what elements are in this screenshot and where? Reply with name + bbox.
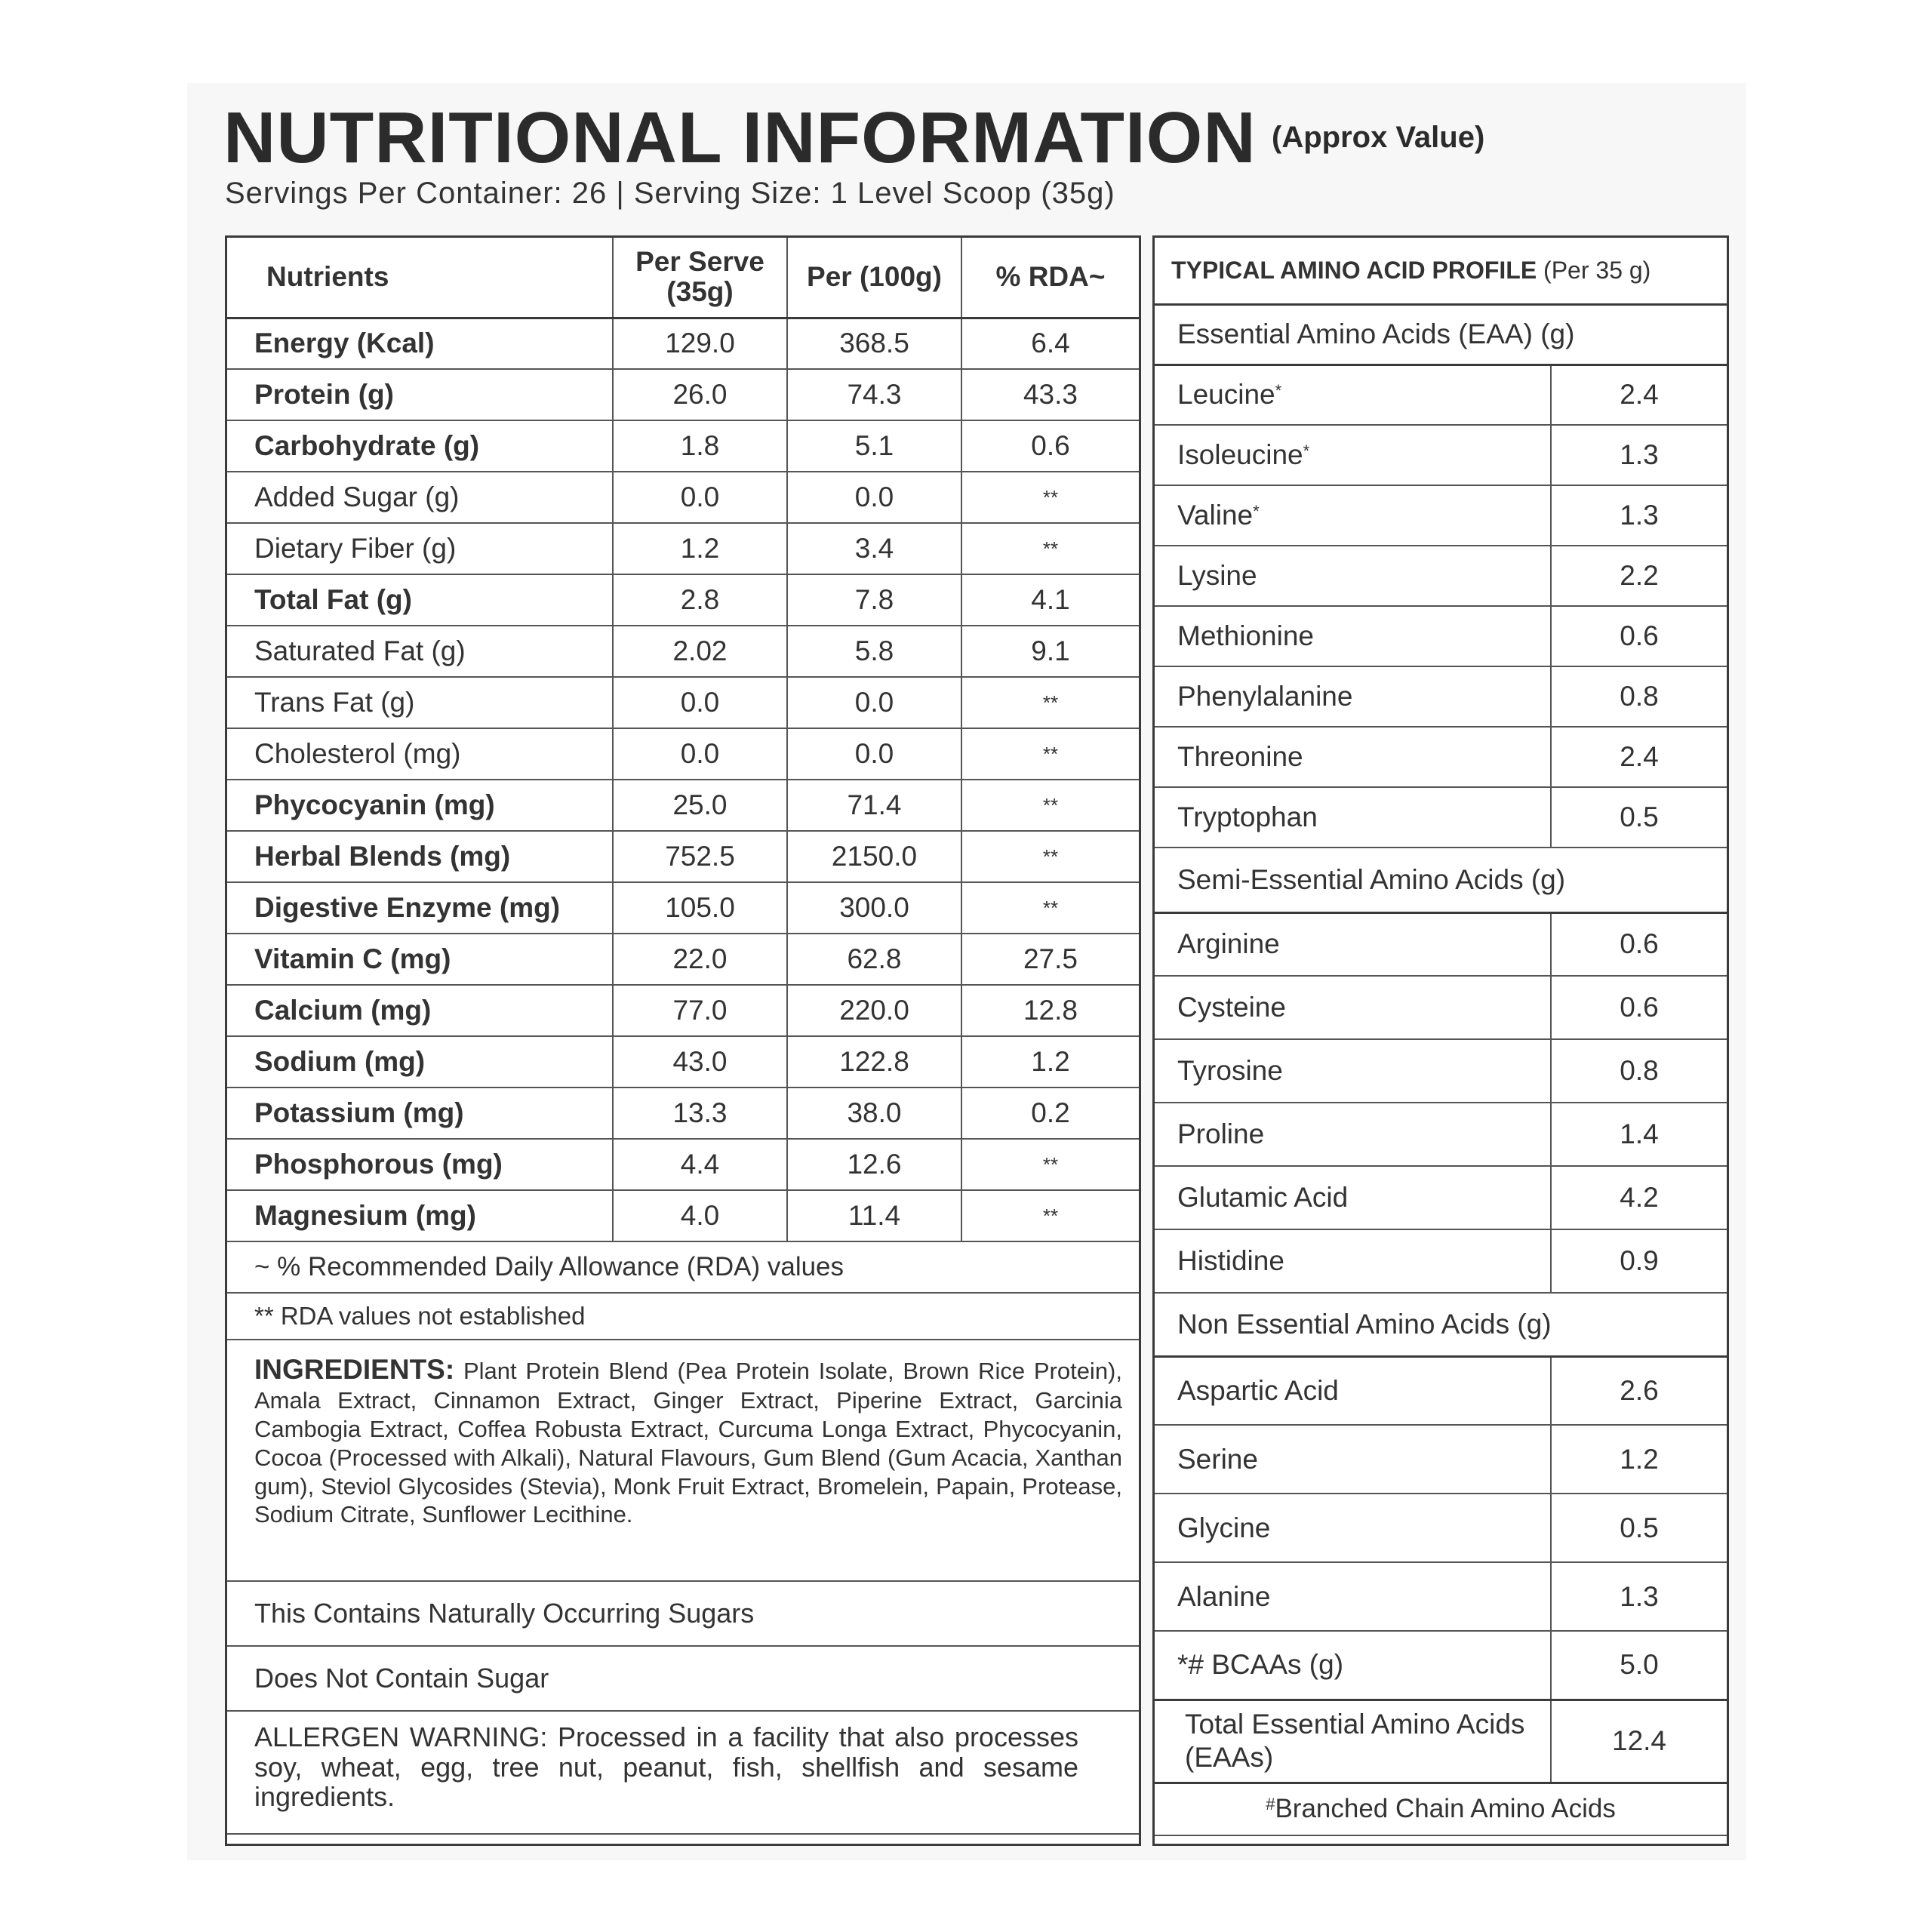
amino-value: 0.8 [1551,1039,1727,1103]
amino-group-title: Semi-Essential Amino Acids (g) [1155,848,1727,912]
rda-value: ** [961,780,1139,831]
rda-value: ** [961,882,1139,934]
table-row [227,831,1139,882]
approx-value-note: (Approx Value) [1272,121,1485,154]
per-serve-value: 0.0 [613,472,787,523]
per-100g-value: 0.0 [787,677,961,728]
nutrient-name: Added Sugar (g) [227,472,613,523]
per-100g-value: 0.0 [787,472,961,523]
amino-name-cell [1155,485,1551,546]
amino-name: Isoleucine [1177,439,1303,470]
amino-value: 0.8 [1551,666,1727,727]
rda-value: ** [961,1190,1139,1241]
bcaa-mark: # [1266,1795,1275,1814]
amino-group-row [1155,1293,1727,1356]
amino-row [1155,976,1727,1039]
rda-value: ** [961,728,1139,780]
amino-name: Proline [1177,1118,1265,1149]
amino-table-box [1152,235,1729,1846]
table-row [227,472,1139,523]
amino-name: Phenylalanine [1177,681,1353,712]
essential-mark: * [1275,381,1282,401]
amino-name-cell [1155,546,1551,606]
amino-name-cell [1155,1039,1551,1103]
amino-value: 1.2 [1551,1425,1727,1494]
per-100g-value: 368.5 [787,318,961,369]
amino-acid-table [1155,238,1727,1836]
table-row [227,523,1139,574]
amino-name-cell [1155,1494,1551,1562]
per-100g-value: 11.4 [787,1190,961,1241]
amino-value: 0.6 [1551,976,1727,1039]
per-serve-value: 1.8 [613,420,787,472]
ingredients-row [227,1340,1139,1581]
table-row [227,882,1139,934]
amino-header-per: (Per 35 g) [1543,256,1651,284]
table-row [227,1036,1139,1088]
nutrition-header-row [227,238,1139,318]
rda-value: 43.3 [961,369,1139,420]
amino-value: 1.3 [1551,1562,1727,1631]
nutrient-name: Phycocyanin (mg) [227,780,613,831]
per-serve-value: 43.0 [613,1036,787,1088]
amino-name: Glutamic Acid [1177,1182,1349,1213]
rda-value: 1.2 [961,1036,1139,1088]
amino-group-row [1155,304,1727,365]
per-serve-value: 129.0 [613,318,787,369]
amino-name-cell [1155,1631,1551,1700]
amino-group-title: Essential Amino Acids (EAA) (g) [1155,304,1727,365]
nutrient-name: Phosphorous (mg) [227,1139,613,1190]
amino-name: Tyrosine [1177,1055,1283,1086]
per-100g-value: 5.8 [787,626,961,677]
per-serve-value: 2.02 [613,626,787,677]
amino-header [1155,238,1727,304]
per-100g-value: 38.0 [787,1088,961,1139]
amino-name: Aspartic Acid [1177,1374,1339,1406]
rda-value: ** [961,472,1139,523]
amino-row [1155,485,1727,546]
rda-value: ** [961,831,1139,882]
amino-row [1155,1631,1727,1700]
amino-row [1155,606,1727,666]
amino-value: 2.2 [1551,546,1727,606]
per-100g-value: 12.6 [787,1139,961,1190]
rda-value: ** [961,677,1139,728]
per-serve-value: 752.5 [613,831,787,882]
amino-name-cell [1155,606,1551,666]
rda-value: 0.2 [961,1088,1139,1139]
amino-value: 0.5 [1551,787,1727,848]
allergen-row [227,1711,1139,1834]
per-100g-value: 7.8 [787,574,961,626]
amino-name: Lysine [1177,560,1257,591]
amino-name: Threonine [1177,741,1303,772]
rda-note-row [227,1241,1139,1293]
nutrient-name: Trans Fat (g) [227,677,613,728]
nutrition-table-box [225,235,1141,1846]
amino-row [1155,1229,1727,1293]
amino-row [1155,1425,1727,1494]
page-title: NUTRITIONAL INFORMATION [223,97,1257,178]
amino-name-cell [1155,1103,1551,1166]
per-serve-value: 77.0 [613,985,787,1036]
amino-name-cell [1155,365,1551,425]
nutrient-name: Calcium (mg) [227,985,613,1036]
rda-value: 4.1 [961,574,1139,626]
per-100g-value: 3.4 [787,523,961,574]
nutrient-name: Total Fat (g) [227,574,613,626]
amino-header-row [1155,238,1727,304]
per-100g-value: 62.8 [787,934,961,985]
amino-row [1155,727,1727,787]
amino-row [1155,1166,1727,1229]
amino-row [1155,546,1727,606]
per-serve-value: 0.0 [613,677,787,728]
header-rda: % RDA~ [961,238,1139,318]
table-row [227,1139,1139,1190]
table-row [227,626,1139,677]
rda-value: ** [961,1139,1139,1190]
amino-row [1155,1494,1727,1562]
rda-value: 27.5 [961,934,1139,985]
amino-name: Valine [1177,500,1254,531]
amino-name: Methionine [1177,620,1315,651]
amino-row [1155,1103,1727,1166]
amino-value: 0.6 [1551,912,1727,976]
nutrient-name: Digestive Enzyme (mg) [227,882,613,934]
per-100g-value: 5.1 [787,420,961,472]
ingredients-text: Plant Protein Blend (Pea Protein Isolate, Brown Rice Protein), Amala Extract, Cinnamon Extract, Ginger Extract, Piperine Extract, Garcinia Cambogia Extract, Coffea Robusta Extract, Curcuma Longa Extract, Phycocyanin, Cocoa (Processed with Alkali), Natural Flavours, Gum Blend (Gum Acacia, Xanthan gum), Steviol Glycosides (Stevia), Monk Fruit Extract, Bromelein, Papain, Protease, Sodium Citrate, Sunflower Lecithine. [254,1358,1122,1528]
ingredients-cell [227,1340,1139,1581]
nutrient-name: Saturated Fat (g) [227,626,613,677]
table-row [227,780,1139,831]
amino-header-title: TYPICAL AMINO ACID PROFILE [1171,256,1537,284]
rda-value: 0.6 [961,420,1139,472]
table-row [227,1190,1139,1241]
rda-note: ~ % Recommended Daily Allowance (RDA) values [227,1241,1139,1293]
amino-value: 0.6 [1551,606,1727,666]
table-row [227,1088,1139,1139]
table-row [227,985,1139,1036]
nutrition-rows [227,318,1139,1241]
total-eaa-label: Total Essential Amino Acids (EAAs) [1155,1700,1551,1783]
natural-sugars-row [227,1581,1139,1646]
bcaa-note-cell [1155,1783,1727,1835]
per-100g-value: 300.0 [787,882,961,934]
rda-value: ** [961,523,1139,574]
amino-value: 1.3 [1551,485,1727,546]
nutrient-name: Protein (g) [227,369,613,420]
rda-value: 6.4 [961,318,1139,369]
header-per-100g: Per (100g) [787,238,961,318]
amino-name-cell [1155,425,1551,485]
amino-group-row [1155,848,1727,912]
per-serve-value: 4.4 [613,1139,787,1190]
amino-name: Alanine [1177,1580,1271,1612]
amino-row [1155,1356,1727,1425]
amino-value: 0.5 [1551,1494,1727,1562]
per-serve-value: 26.0 [613,369,787,420]
amino-row [1155,912,1727,976]
per-serve-value: 25.0 [613,780,787,831]
total-eaa-value: 12.4 [1551,1700,1727,1783]
amino-name: Histidine [1177,1245,1284,1276]
nutrient-name: Dietary Fiber (g) [227,523,613,574]
amino-name: *# BCAAs (g) [1177,1649,1344,1681]
amino-name-cell [1155,727,1551,787]
amino-name: Glycine [1177,1512,1271,1543]
per-serve-value: 4.0 [613,1190,787,1241]
amino-name-cell [1155,666,1551,727]
nutrient-name: Carbohydrate (g) [227,420,613,472]
table-row [227,934,1139,985]
table-row [227,677,1139,728]
amino-name-cell [1155,1562,1551,1631]
amino-value: 0.9 [1551,1229,1727,1293]
essential-mark: * [1253,502,1260,521]
amino-name-cell [1155,1166,1551,1229]
amino-value: 2.4 [1551,365,1727,425]
nutrient-name: Energy (Kcal) [227,318,613,369]
nutrient-name: Cholesterol (mg) [227,728,613,780]
no-sugar: Does Not Contain Sugar [227,1646,1139,1711]
amino-value: 1.3 [1551,425,1727,485]
nutrient-name: Magnesium (mg) [227,1190,613,1241]
bcaa-note: Branched Chain Amino Acids [1275,1794,1616,1824]
total-eaa-row [1155,1700,1727,1783]
table-row [227,369,1139,420]
per-serve-value: 1.2 [613,523,787,574]
essential-mark: * [1303,441,1310,460]
natural-sugars: This Contains Naturally Occurring Sugars [227,1581,1139,1646]
amino-rows [1155,238,1727,1835]
bcaa-note-row [1155,1783,1727,1835]
amino-value: 4.2 [1551,1166,1727,1229]
amino-name: Cysteine [1177,992,1286,1023]
amino-group-title: Non Essential Amino Acids (g) [1155,1293,1727,1356]
table-row [227,318,1139,369]
header-per-serve: Per Serve (35g) [613,238,787,318]
table-row [227,728,1139,780]
per-serve-value: 13.3 [613,1088,787,1139]
allergen-warning: ALLERGEN WARNING: Processed in a facility that also processes soy, wheat, egg, tree nut, peanut, fish, shellfish and sesame ingredients. [227,1711,1139,1834]
rda-value: 9.1 [961,626,1139,677]
amino-name: Tryptophan [1177,801,1318,832]
nutrient-name: Potassium (mg) [227,1088,613,1139]
per-100g-value: 74.3 [787,369,961,420]
nutrient-name: Vitamin C (mg) [227,934,613,985]
amino-value: 2.6 [1551,1356,1727,1425]
nutrient-name: Herbal Blends (mg) [227,831,613,882]
per-100g-value: 2150.0 [787,831,961,882]
per-100g-value: 71.4 [787,780,961,831]
rda-not-established-row [227,1293,1139,1340]
amino-name-cell [1155,1425,1551,1494]
amino-name: Serine [1177,1443,1258,1475]
amino-row [1155,365,1727,425]
amino-name-cell [1155,1229,1551,1293]
per-100g-value: 122.8 [787,1036,961,1088]
amino-row [1155,787,1727,848]
amino-name-cell [1155,787,1551,848]
per-100g-value: 220.0 [787,985,961,1036]
amino-name-cell [1155,912,1551,976]
amino-name-cell [1155,1356,1551,1425]
per-serve-value: 0.0 [613,728,787,780]
amino-value: 1.4 [1551,1103,1727,1166]
amino-row [1155,1562,1727,1631]
servings-info: Servings Per Container: 26 | Serving Size: 1 Level Scoop (35g) [225,177,1115,210]
per-100g-value: 0.0 [787,728,961,780]
per-serve-value: 2.8 [613,574,787,626]
rda-value: 12.8 [961,985,1139,1036]
per-serve-value: 22.0 [613,934,787,985]
nutrition-table [227,238,1139,1835]
ingredients-label: INGREDIENTS: [254,1354,455,1385]
amino-name: Arginine [1177,928,1280,960]
amino-row [1155,425,1727,485]
amino-value: 2.4 [1551,727,1727,787]
amino-name: Leucine [1177,379,1275,411]
rda-not-established: ** RDA values not established [227,1293,1139,1340]
amino-value: 5.0 [1551,1631,1727,1700]
amino-row [1155,1039,1727,1103]
table-row [227,420,1139,472]
amino-name-cell [1155,976,1551,1039]
table-row [227,574,1139,626]
per-serve-value: 105.0 [613,882,787,934]
amino-row [1155,666,1727,727]
no-sugar-row [227,1646,1139,1711]
header-nutrients: Nutrients [227,238,613,318]
nutrient-name: Sodium (mg) [227,1036,613,1088]
